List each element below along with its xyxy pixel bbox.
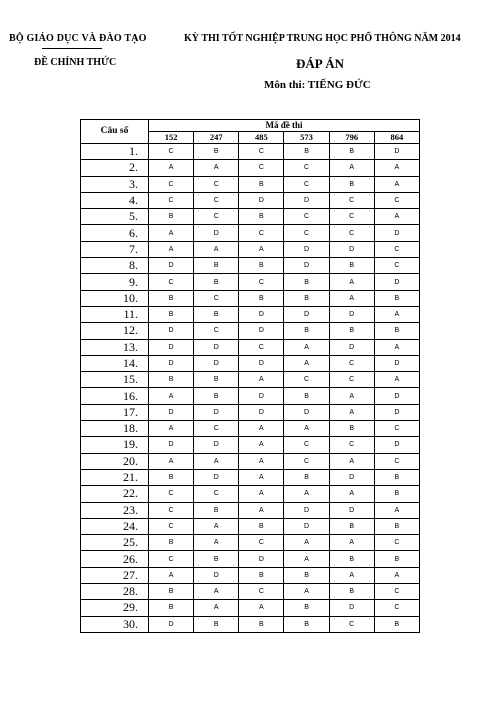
answer-cell: C: [149, 144, 194, 160]
answer-cell: C: [194, 290, 239, 306]
table-row: [81, 144, 420, 160]
answer-cell: D: [284, 502, 329, 518]
official-label: ĐỀ CHÍNH THỨC: [34, 57, 117, 68]
answer-cell: D: [284, 241, 329, 257]
answer-cell: D: [329, 469, 374, 485]
answer-cell: A: [149, 225, 194, 241]
question-number: 11.: [81, 306, 149, 322]
question-number: 26.: [81, 551, 149, 567]
answer-cell: B: [149, 535, 194, 551]
answer-cell: B: [329, 518, 374, 534]
answer-cell: A: [329, 453, 374, 469]
answer-cell: D: [149, 404, 194, 420]
answer-cell: A: [239, 453, 284, 469]
answer-cell: B: [239, 176, 284, 192]
question-number: 12.: [81, 323, 149, 339]
answer-cell: A: [374, 306, 419, 322]
answer-cell: D: [374, 355, 419, 371]
answer-cell: C: [374, 241, 419, 257]
exam-code-cell: 573: [284, 132, 329, 144]
question-number: 30.: [81, 616, 149, 632]
question-number: 29.: [81, 600, 149, 616]
table-row: [81, 518, 420, 534]
answer-cell: A: [329, 535, 374, 551]
answer-cell: D: [374, 388, 419, 404]
answer-cell: C: [239, 339, 284, 355]
question-number: 21.: [81, 469, 149, 485]
question-number: 18.: [81, 421, 149, 437]
exam-code-cell: 485: [239, 132, 284, 144]
answer-cell: B: [194, 551, 239, 567]
answer-cell: A: [149, 241, 194, 257]
table-row: [81, 192, 420, 208]
answer-cell: B: [374, 486, 419, 502]
answer-cell: A: [149, 160, 194, 176]
subject-line: Môn thi: TIẾNG ĐỨC: [264, 79, 371, 91]
answer-cell: B: [194, 144, 239, 160]
table-row: [81, 535, 420, 551]
answer-cell: A: [284, 584, 329, 600]
answer-cell: B: [194, 388, 239, 404]
answer-cell: C: [284, 437, 329, 453]
answer-cell: B: [194, 616, 239, 632]
answer-cell: A: [194, 535, 239, 551]
answer-cell: A: [374, 176, 419, 192]
table-header-row: [81, 120, 420, 132]
answer-cell: C: [374, 535, 419, 551]
answer-cell: C: [239, 144, 284, 160]
answer-cell: B: [239, 290, 284, 306]
answer-cell: C: [329, 192, 374, 208]
answer-cell: C: [329, 225, 374, 241]
answer-cell: D: [239, 323, 284, 339]
answer-cell: C: [374, 258, 419, 274]
answer-cell: D: [374, 404, 419, 420]
question-number: 3.: [81, 176, 149, 192]
answer-cell: B: [374, 518, 419, 534]
question-number: 24.: [81, 518, 149, 534]
table-row: [81, 339, 420, 355]
question-number: 16.: [81, 388, 149, 404]
answer-cell: C: [374, 192, 419, 208]
question-number: 25.: [81, 535, 149, 551]
answer-cell: C: [194, 421, 239, 437]
answer-cell: B: [284, 600, 329, 616]
answer-cell: D: [374, 225, 419, 241]
answer-cell: A: [284, 486, 329, 502]
table-row: [81, 486, 420, 502]
answer-cell: D: [284, 192, 329, 208]
question-number: 2.: [81, 160, 149, 176]
table-row: [81, 306, 420, 322]
answer-key-title: ĐÁP ÁN: [295, 56, 345, 71]
answer-cell: B: [284, 323, 329, 339]
answer-cell: D: [239, 306, 284, 322]
answer-cell: A: [149, 567, 194, 583]
answer-cell: B: [194, 306, 239, 322]
answer-cell: A: [284, 339, 329, 355]
answer-cell: A: [149, 388, 194, 404]
answer-cell: A: [239, 486, 284, 502]
answer-cell: C: [284, 209, 329, 225]
answer-cell: C: [149, 518, 194, 534]
answer-cell: D: [149, 616, 194, 632]
answer-cell: C: [284, 225, 329, 241]
answer-cell: C: [194, 209, 239, 225]
answer-cell: B: [194, 372, 239, 388]
answer-cell: A: [329, 404, 374, 420]
table-row: [81, 502, 420, 518]
answer-cell: B: [284, 290, 329, 306]
table-row: [81, 421, 420, 437]
question-number: 14.: [81, 355, 149, 371]
answer-cell: C: [149, 551, 194, 567]
answer-cell: B: [194, 502, 239, 518]
question-number: 9.: [81, 274, 149, 290]
answer-cell: A: [374, 372, 419, 388]
answer-cell: A: [329, 290, 374, 306]
question-number: 20.: [81, 453, 149, 469]
answer-cell: A: [374, 209, 419, 225]
table-row: [81, 241, 420, 257]
answer-cell: B: [239, 616, 284, 632]
answer-cell: C: [149, 502, 194, 518]
answer-cell: B: [239, 258, 284, 274]
table-row: [81, 176, 420, 192]
table-row: [81, 551, 420, 567]
answer-cell: D: [194, 437, 239, 453]
table-row: [81, 388, 420, 404]
question-number: 23.: [81, 502, 149, 518]
table-row: [81, 323, 420, 339]
answer-cell: A: [194, 518, 239, 534]
answer-cell: C: [374, 421, 419, 437]
answer-cell: B: [329, 551, 374, 567]
answer-cell: B: [149, 584, 194, 600]
answer-cell: D: [284, 258, 329, 274]
table-row: [81, 290, 420, 306]
answer-cell: A: [284, 355, 329, 371]
answer-cell: B: [374, 616, 419, 632]
question-number: 27.: [81, 567, 149, 583]
answer-cell: C: [329, 372, 374, 388]
answer-cell: D: [374, 144, 419, 160]
answer-cell: C: [374, 600, 419, 616]
answer-cell: A: [374, 160, 419, 176]
answer-cell: A: [239, 502, 284, 518]
answer-cell: B: [374, 323, 419, 339]
answer-cell: C: [329, 209, 374, 225]
answer-table: [80, 119, 420, 633]
answer-cell: B: [149, 469, 194, 485]
question-number: 8.: [81, 258, 149, 274]
answer-cell: D: [149, 437, 194, 453]
table-row: [81, 437, 420, 453]
table-row: [81, 469, 420, 485]
ministry-name: BỘ GIÁO DỤC VÀ ĐÀO TẠO: [9, 33, 147, 44]
answer-cell: C: [149, 486, 194, 502]
answer-cell: C: [194, 192, 239, 208]
answer-cell: B: [284, 274, 329, 290]
answer-cell: C: [194, 176, 239, 192]
answer-cell: D: [149, 339, 194, 355]
answer-cell: D: [284, 306, 329, 322]
answer-cell: A: [194, 160, 239, 176]
answer-cell: D: [284, 404, 329, 420]
answer-cell: A: [329, 160, 374, 176]
question-number-header: Câu số: [81, 120, 149, 144]
answer-cell: C: [374, 584, 419, 600]
answer-cell: A: [149, 421, 194, 437]
answer-cell: B: [149, 209, 194, 225]
answer-cell: B: [239, 567, 284, 583]
question-number: 5.: [81, 209, 149, 225]
answer-cell: C: [374, 453, 419, 469]
table-row: [81, 567, 420, 583]
question-number: 13.: [81, 339, 149, 355]
answer-cell: A: [374, 339, 419, 355]
answer-table-body: [81, 144, 420, 633]
answer-cell: C: [149, 192, 194, 208]
answer-cell: D: [239, 388, 284, 404]
answer-cell: B: [329, 144, 374, 160]
answer-cell: C: [329, 355, 374, 371]
table-row: [81, 160, 420, 176]
table-row: [81, 616, 420, 632]
exam-title: KỲ THI TỐT NGHIỆP TRUNG HỌC PHỔ THÔNG NĂM 2014: [184, 33, 461, 44]
answer-cell: D: [239, 355, 284, 371]
answer-cell: A: [329, 486, 374, 502]
table-row: [81, 372, 420, 388]
answer-cell: B: [239, 518, 284, 534]
answer-cell: D: [239, 192, 284, 208]
answer-cell: D: [194, 355, 239, 371]
answer-cell: B: [329, 421, 374, 437]
answer-cell: B: [329, 176, 374, 192]
answer-cell: A: [329, 388, 374, 404]
answer-cell: A: [239, 372, 284, 388]
answer-cell: D: [149, 323, 194, 339]
answer-cell: B: [149, 600, 194, 616]
table-row: [81, 209, 420, 225]
question-number: 1.: [81, 144, 149, 160]
answer-cell: B: [284, 616, 329, 632]
answer-cell: B: [149, 290, 194, 306]
answer-cell: C: [194, 486, 239, 502]
table-row: [81, 274, 420, 290]
answer-cell: C: [149, 274, 194, 290]
answer-cell: D: [149, 355, 194, 371]
question-number: 19.: [81, 437, 149, 453]
answer-cell: A: [194, 584, 239, 600]
answer-cell: A: [194, 600, 239, 616]
answer-cell: A: [239, 437, 284, 453]
table-row: [81, 355, 420, 371]
question-number: 17.: [81, 404, 149, 420]
table-row: [81, 584, 420, 600]
answer-cell: A: [329, 274, 374, 290]
question-number: 15.: [81, 372, 149, 388]
answer-cell: D: [329, 339, 374, 355]
answer-cell: B: [149, 372, 194, 388]
answer-cell: A: [194, 241, 239, 257]
answer-cell: B: [374, 469, 419, 485]
answer-cell: C: [284, 160, 329, 176]
answer-cell: A: [194, 453, 239, 469]
answer-cell: C: [149, 176, 194, 192]
answer-cell: B: [284, 567, 329, 583]
answer-cell: B: [284, 388, 329, 404]
answer-cell: C: [284, 372, 329, 388]
answer-cell: D: [329, 502, 374, 518]
answer-cell: C: [329, 616, 374, 632]
table-row: [81, 225, 420, 241]
exam-code-cell: 152: [149, 132, 194, 144]
answer-cell: B: [329, 258, 374, 274]
question-number: 7.: [81, 241, 149, 257]
answer-cell: C: [239, 274, 284, 290]
answer-cell: C: [239, 160, 284, 176]
answer-cell: B: [374, 551, 419, 567]
answer-cell: D: [194, 339, 239, 355]
answer-cell: C: [284, 176, 329, 192]
answer-cell: B: [194, 258, 239, 274]
answer-cell: D: [329, 241, 374, 257]
answer-cell: D: [329, 600, 374, 616]
answer-cell: A: [329, 567, 374, 583]
answer-cell: D: [284, 518, 329, 534]
answer-cell: B: [284, 469, 329, 485]
answer-cell: C: [239, 535, 284, 551]
exam-code-cell: 864: [374, 132, 419, 144]
answer-cell: A: [374, 567, 419, 583]
question-number: 22.: [81, 486, 149, 502]
exam-code-cell: 796: [329, 132, 374, 144]
answer-cell: B: [284, 144, 329, 160]
answer-cell: A: [284, 421, 329, 437]
answer-cell: B: [374, 290, 419, 306]
answer-cell: B: [194, 274, 239, 290]
answer-cell: D: [194, 469, 239, 485]
table-row: [81, 258, 420, 274]
answer-cell: C: [284, 453, 329, 469]
answer-cell: D: [194, 225, 239, 241]
answer-cell: D: [239, 551, 284, 567]
answer-cell: D: [329, 306, 374, 322]
table-row: [81, 404, 420, 420]
answer-cell: B: [329, 584, 374, 600]
answer-cell: A: [239, 241, 284, 257]
table-row: [81, 600, 420, 616]
answer-cell: C: [329, 437, 374, 453]
answer-cell: B: [239, 209, 284, 225]
answer-cell: C: [194, 323, 239, 339]
answer-cell: C: [239, 225, 284, 241]
table-row: [81, 453, 420, 469]
answer-cell: B: [329, 323, 374, 339]
answer-cell: A: [374, 502, 419, 518]
answer-cell: D: [239, 404, 284, 420]
answer-cell: A: [149, 453, 194, 469]
answer-cell: D: [374, 274, 419, 290]
exam-code-header: Mã đề thi: [149, 120, 420, 132]
exam-code-cell: 247: [194, 132, 239, 144]
answer-cell: D: [149, 258, 194, 274]
answer-cell: A: [239, 600, 284, 616]
answer-cell: D: [194, 567, 239, 583]
answer-cell: A: [239, 469, 284, 485]
answer-cell: D: [374, 437, 419, 453]
question-number: 10.: [81, 290, 149, 306]
question-number: 6.: [81, 225, 149, 241]
answer-cell: B: [149, 306, 194, 322]
answer-cell: A: [239, 421, 284, 437]
question-number: 28.: [81, 584, 149, 600]
answer-cell: D: [194, 404, 239, 420]
question-number: 4.: [81, 192, 149, 208]
answer-cell: A: [284, 535, 329, 551]
answer-cell: A: [284, 551, 329, 567]
answer-cell: C: [239, 584, 284, 600]
ministry-underline: [42, 48, 102, 49]
